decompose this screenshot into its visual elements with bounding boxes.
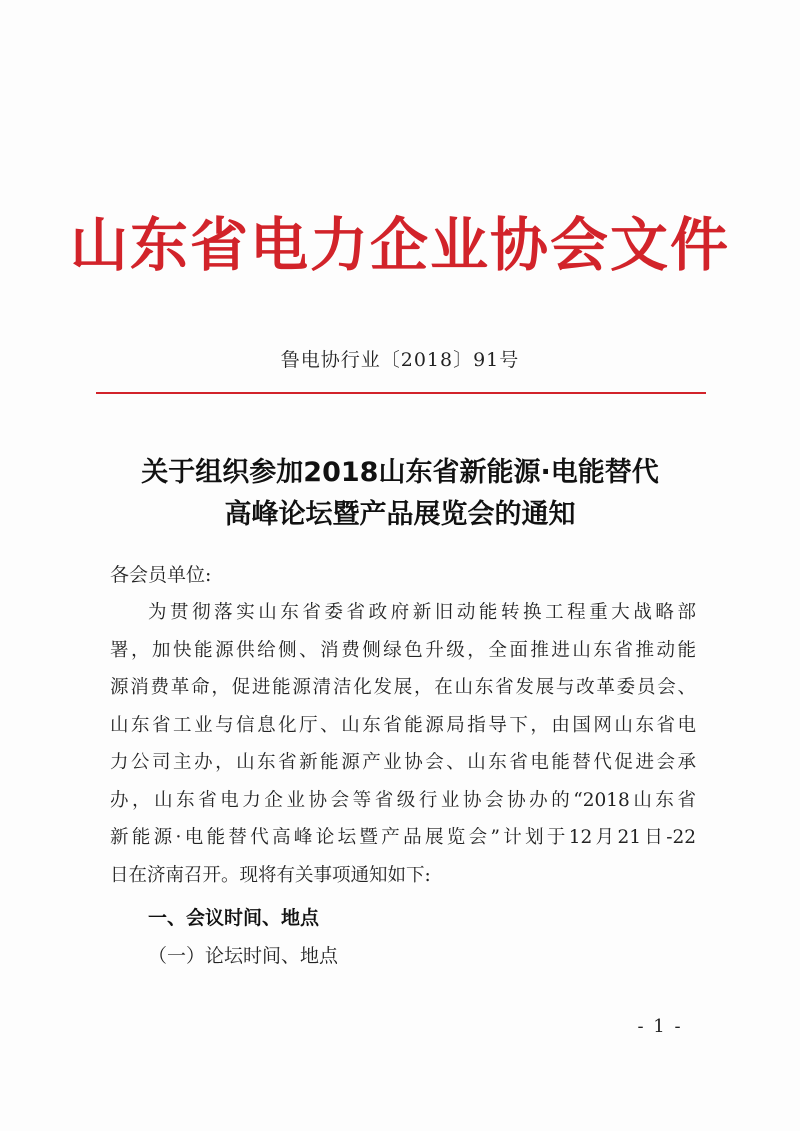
org-document-header: 山东省电力企业协会文件 xyxy=(69,211,730,279)
body-line: 办，山东省电力企业协会等省级行业协会协办的“2018山东省 xyxy=(110,789,696,811)
section-heading-meeting-time-place: 一、会议时间、地点 xyxy=(148,907,320,929)
page-number: - 1 - xyxy=(637,1016,683,1037)
red-divider-rule xyxy=(96,392,706,394)
salutation: 各会员单位: xyxy=(110,564,212,586)
body-line: 新能源·电能替代高峰论坛暨产品展览会”计划于12月21日-22 xyxy=(110,827,696,848)
body-paragraph xyxy=(110,594,696,894)
subsection-heading-forum-time-place: （一）论坛时间、地点 xyxy=(148,945,339,967)
notice-title-line-2: 高峰论坛暨产品展览会的通知 xyxy=(224,499,576,530)
body-line: 山东省工业与信息化厅、山东省能源局指导下，由国网山东省电 xyxy=(110,714,696,736)
body-line: 署，加快能源供给侧、消费侧绿色升级，全面推进山东省推动能 xyxy=(110,639,696,661)
document-number: 鲁电协行业〔2018〕91号 xyxy=(280,349,520,371)
notice-title xyxy=(0,452,800,536)
body-line: 力公司主办，山东省新能源产业协会、山东省电能替代促进会承 xyxy=(110,752,696,773)
body-line: 日在济南召开。现将有关事项通知如下: xyxy=(110,864,431,886)
notice-title-line-1: 关于组织参加2018山东省新能源·电能替代 xyxy=(141,457,659,488)
body-line: 源消费革命，促进能源清洁化发展，在山东省发展与改革委员会、 xyxy=(110,677,696,698)
body-line: 为贯彻落实山东省委省政府新旧动能转换工程重大战略部 xyxy=(148,602,696,623)
